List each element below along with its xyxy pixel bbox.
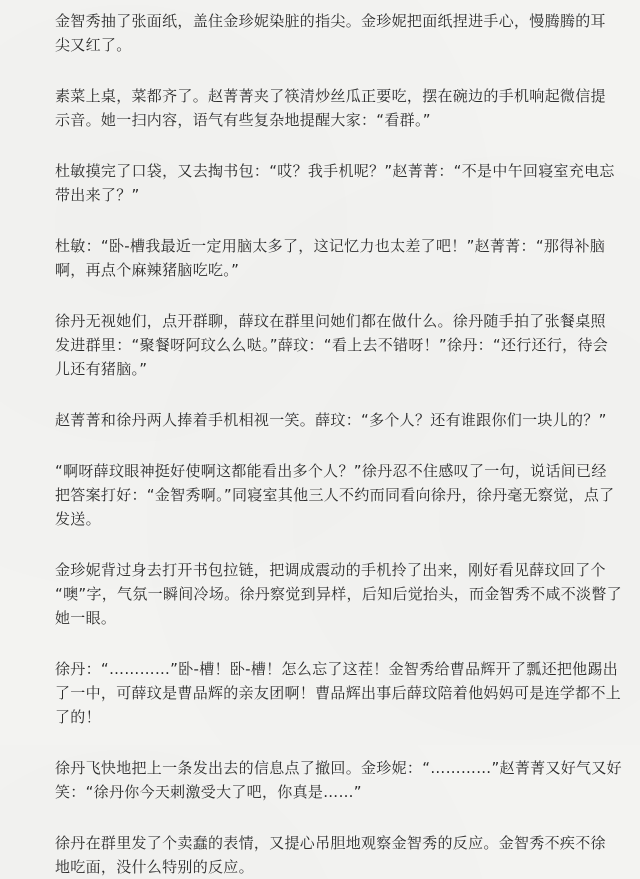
paragraph-1 [55,9,606,57]
paragraph-3 [55,159,615,207]
text-line: 了一中，可薛玟是曹品辉的亲友团啊！曹品辉出事后薛玟陪着他妈妈可是连学都不上 [55,684,622,702]
paragraph-9 [55,657,622,729]
text-line: 金珍妮背过身去打开书包拉链，把调成震动的手机拎了出来，刚好看见薛玟回了个 [55,561,606,579]
paragraph-2 [55,84,606,132]
text-line: “啊呀薛玟眼神挺好使啊这都能看出多个人？”徐丹忍不住感叹了一句，说话间已经 [55,462,607,480]
text-line: 了的！ [55,708,101,726]
text-line: 杜敏摸完了口袋，又去掏书包：“哎？我手机呢？”赵菁菁：“不是中午回寝室充电忘 [55,162,615,180]
text-line: 素菜上桌，菜都齐了。赵菁菁夹了筷清炒丝瓜正要吃，摆在碗边的手机响起微信提 [55,87,606,105]
paragraph-4 [55,234,606,282]
text-line: 徐丹：“…………”卧-槽！卧-槽！怎么忘了这茬！金智秀给曹品辉开了瓢还把他踢出 [55,660,619,678]
paragraph-6 [55,408,607,432]
paragraph-8 [55,558,622,630]
text-line: 徐丹在群里发了个卖蠢的表情，又提心吊胆地观察金智秀的反应。金智秀不疾不徐 [55,834,606,852]
text-line: 带出来了？” [55,186,140,204]
text-line: 金智秀抽了张面纸，盖住金珍妮染脏的指尖。金珍妮把面纸捏进手心，慢腾腾的耳 [55,12,606,30]
paragraph-5 [55,309,609,381]
text-line: 啊，再点个麻辣猪脑吃吃。” [55,261,240,279]
text-line: 她一眼。 [55,609,117,627]
paragraph-11 [55,831,606,879]
text-line: “噢”字，气氛一瞬间冷场。徐丹察觉到异样，后知后觉抬头，而金智秀不咸不淡瞥了 [55,585,622,603]
text-line: 儿还有猪脑。” [55,360,148,378]
text-line: 发送。 [55,510,101,528]
text-line: 杜敏：“卧-槽我最近一定用脑太多了，这记忆力也太差了吧！”赵菁菁：“那得补脑 [55,237,606,255]
text-line: 笑：“徐丹你今天刺激受大了吧，你真是……” [55,783,362,801]
text-line: 把答案打好：“金智秀啊。”同寝室其他三人不约而同看向徐丹，徐丹毫无察觉，点了 [55,486,615,504]
text-line: 发进群里：“聚餐呀阿玟么么哒。”薛玟：“看上去不错呀！”徐丹：“还行还行，待会 [55,336,609,354]
text-line: 尖又红了。 [55,36,132,54]
text-line: 赵菁菁和徐丹两人捧着手机相视一笑。薛玟：“多个人？还有谁跟你们一块儿的？” [55,411,607,429]
paragraph-10 [55,756,622,804]
paragraph-7 [55,459,615,531]
text-line: 徐丹飞快地把上一条发出去的信息点了撤回。金珍妮：“…………”赵菁菁又好气又好 [55,759,622,777]
text-line: 徐丹无视她们，点开群聊，薛玟在群里问她们都在做什么。徐丹随手拍了张餐桌照 [55,312,606,330]
text-line: 示音。她一扫内容，语气有些复杂地提醒大家：“看群。” [55,111,431,129]
text-line: 地吃面，没什么特别的反应。 [55,858,254,876]
